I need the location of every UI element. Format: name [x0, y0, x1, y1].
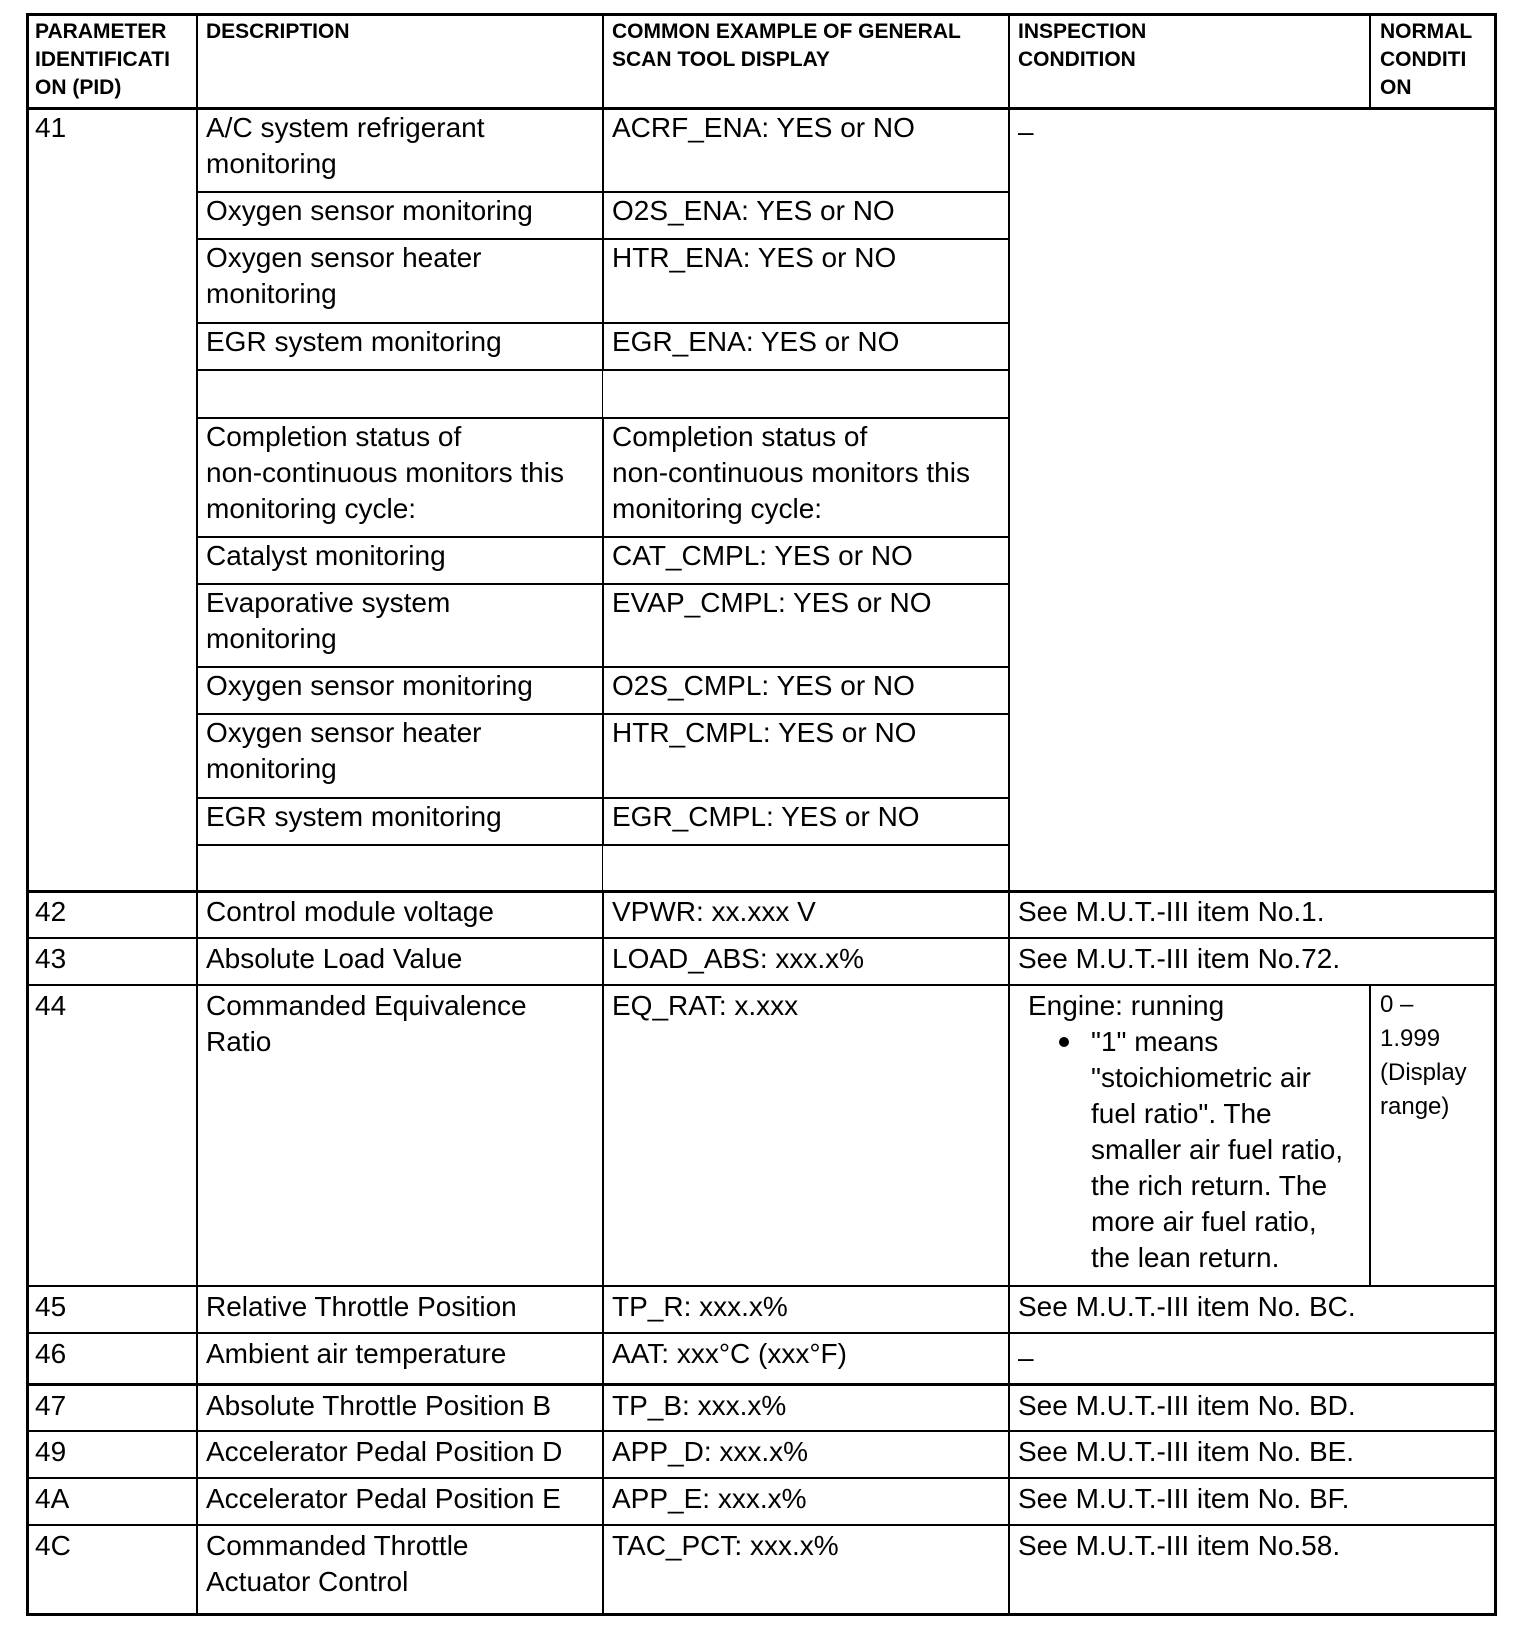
pid41-scan: EGR_ENA: YES or NO	[612, 326, 900, 357]
table-row-inspection: See M.U.T.-III item No.72.	[1018, 943, 1341, 974]
table-row-scan: TAC_PCT: xxx.x%	[612, 1530, 839, 1561]
table-border-top	[26, 13, 1497, 16]
row-sep	[26, 984, 1497, 986]
table-row-desc: Accelerator Pedal Position E	[206, 1483, 561, 1514]
table-row-inspection: See M.U.T.-III item No. BF.	[1018, 1483, 1350, 1514]
table-row-scan: APP_D: xxx.x%	[612, 1436, 809, 1467]
table-row-scan: VPWR: xx.xxx V	[612, 896, 816, 927]
table-row-scan: LOAD_ABS: xxx.x%	[612, 943, 865, 974]
pid-41-inspection: –	[1018, 116, 1034, 147]
table-row-inspection: See M.U.T.-III item No.58.	[1018, 1530, 1341, 1561]
table-row-pid: 47	[35, 1390, 67, 1421]
pid41-desc: EGR system monitoring	[206, 326, 502, 357]
header-description: DESCRIPTION	[206, 20, 350, 43]
row-sep	[26, 937, 1497, 939]
pid-41: 41	[35, 112, 67, 143]
table-row-desc: Commanded Throttle Actuator Control	[206, 1530, 469, 1597]
header-pid: PARAMETER IDENTIFICATI ON (PID)	[35, 20, 170, 99]
table-row-pid: 42	[35, 896, 67, 927]
pid41-scan: HTR_ENA: YES or NO	[612, 242, 897, 273]
table-row-pid: 44	[35, 990, 67, 1021]
pid41-desc: Oxygen sensor heater monitoring	[206, 242, 482, 309]
row-sep	[26, 1383, 1497, 1386]
table-row-desc: Ambient air temperature	[206, 1338, 507, 1369]
table-row-pid: 4A	[35, 1483, 70, 1514]
blank-span-cover	[603, 371, 608, 417]
table-row-scan: APP_E: xxx.x%	[612, 1483, 807, 1514]
pid41-scan: EVAP_CMPL: YES or NO	[612, 587, 932, 618]
table-row-desc: Absolute Throttle Position B	[206, 1390, 552, 1421]
pid41-scan: CAT_CMPL: YES or NO	[612, 540, 913, 571]
table-row-pid: 46	[35, 1338, 67, 1369]
table-row-desc: Commanded Equivalence Ratio	[206, 990, 527, 1057]
pid41-desc: Completion status of non-continuous monitors this monitoring cycle:	[206, 421, 564, 524]
table-border-bottom	[26, 1613, 1497, 1616]
pid41-scan: ACRF_ENA: YES or NO	[612, 112, 915, 143]
table-row-desc: Absolute Load Value	[206, 943, 463, 974]
table-row-inspection: –	[1018, 1342, 1034, 1373]
table-row-desc: Control module voltage	[206, 896, 494, 927]
col-sep-normal-44	[1369, 985, 1371, 1286]
row-sep	[26, 1477, 1497, 1479]
inspection-bullet-text: "1" means "stoichiometric air fuel ratio". The smaller air fuel ratio, the rich return. The more air fuel ratio, the lean return.	[1091, 1026, 1344, 1273]
table-border-left	[26, 13, 29, 1616]
table-row-inspection: See M.U.T.-III item No.1.	[1018, 896, 1325, 927]
table-row-pid: 49	[35, 1436, 67, 1467]
table-row-pid: 43	[35, 943, 67, 974]
table-row-desc: Accelerator Pedal Position D	[206, 1436, 563, 1467]
table-row-scan: EQ_RAT: x.xxx	[612, 990, 799, 1021]
header-normal-condition: NORMAL CONDITI ON	[1380, 20, 1473, 99]
table-border-right	[1494, 13, 1497, 1616]
col-sep-desc	[602, 13, 604, 1616]
table-row-desc: Relative Throttle Position	[206, 1291, 517, 1322]
pid41-scan: HTR_CMPL: YES or NO	[612, 717, 917, 748]
pid41-scan: Completion status of non-continuous monitors this monitoring cycle:	[612, 421, 970, 524]
inspection-title: Engine: running	[1028, 990, 1225, 1021]
bullet-icon	[1059, 1037, 1069, 1047]
table-row-inspection: See M.U.T.-III item No. BD.	[1018, 1390, 1356, 1421]
table-row-inspection: See M.U.T.-III item No. BC.	[1018, 1291, 1356, 1322]
row-sep	[26, 890, 1497, 893]
pid41-desc: Oxygen sensor heater monitoring	[206, 717, 482, 784]
table-row-pid: 4C	[35, 1530, 71, 1561]
row-sep	[26, 1524, 1497, 1526]
pid41-scan: O2S_ENA: YES or NO	[612, 195, 895, 226]
pid41-desc: Evaporative system monitoring	[206, 587, 451, 654]
table-row-inspection: See M.U.T.-III item No. BE.	[1018, 1436, 1355, 1467]
pid41-desc: Oxygen sensor monitoring	[206, 195, 533, 226]
pid41-desc: EGR system monitoring	[206, 801, 502, 832]
pid41-desc: Oxygen sensor monitoring	[206, 670, 533, 701]
row-sep	[26, 1285, 1497, 1287]
table-row-scan: AAT: xxx°C (xxx°F)	[612, 1338, 847, 1369]
header-scan-tool-display: COMMON EXAMPLE OF GENERAL SCAN TOOL DISPLAY	[612, 20, 961, 71]
col-sep-normal-header	[1369, 13, 1371, 109]
table-row-pid: 45	[35, 1291, 67, 1322]
table-row-scan: TP_B: xxx.x%	[612, 1390, 787, 1421]
row-sep	[26, 1332, 1497, 1334]
col-sep-pid	[196, 13, 198, 1616]
pid41-scan: O2S_CMPL: YES or NO	[612, 670, 915, 701]
pid41-desc: A/C system refrigerant monitoring	[206, 112, 485, 179]
col-sep-scan	[1008, 13, 1010, 1616]
row-sep	[26, 1430, 1497, 1432]
pid41-desc: Catalyst monitoring	[206, 540, 446, 571]
pid41-scan: EGR_CMPL: YES or NO	[612, 801, 920, 832]
blank-span-cover	[603, 846, 608, 890]
table-row-scan: TP_R: xxx.x%	[612, 1291, 788, 1322]
header-inspection-condition: INSPECTION CONDITION	[1018, 20, 1147, 71]
normal-condition: 0 – 1.999 (Display range)	[1380, 991, 1467, 1120]
